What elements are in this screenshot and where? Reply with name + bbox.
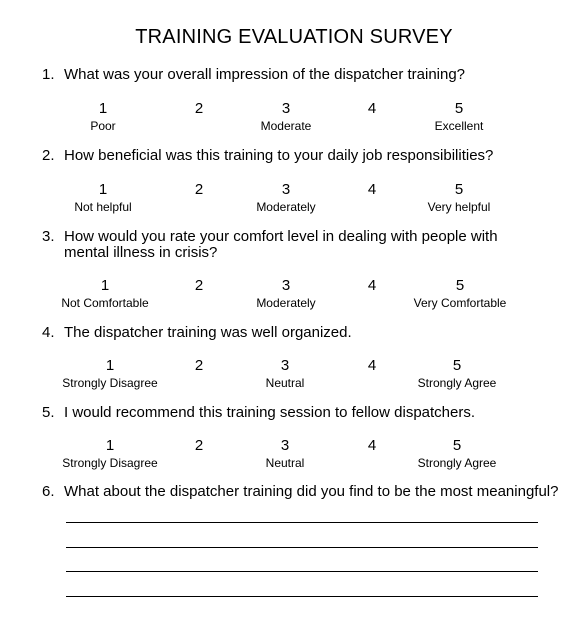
rating-number: 3 (281, 100, 291, 117)
rating-number: 1 (98, 100, 108, 117)
rating-option-5[interactable] (380, 278, 540, 310)
question-number: 2. (42, 147, 55, 164)
rating-scale-q4 (0, 358, 580, 394)
answer-line-1[interactable] (66, 522, 538, 523)
rating-number: 4 (367, 357, 377, 374)
rating-number: 1 (105, 437, 115, 454)
question-text: What about the dispatcher training did you find to be the most meaningful? (64, 483, 559, 500)
rating-number: 1 (100, 277, 110, 294)
rating-number: 2 (194, 100, 204, 117)
rating-label: Poor (90, 119, 116, 133)
question-5 (42, 405, 562, 421)
rating-number: 1 (98, 181, 108, 198)
question-text: How would you rate your comfort level in dealing with people with mental illness in crisis? (64, 228, 498, 261)
rating-number: 2 (194, 357, 204, 374)
rating-number: 4 (367, 437, 377, 454)
rating-number: 3 (280, 437, 290, 454)
question-2 (42, 148, 562, 164)
rating-option-5[interactable] (377, 438, 537, 470)
rating-number: 5 (452, 437, 462, 454)
question-3 (42, 229, 542, 261)
rating-number: 5 (454, 100, 464, 117)
rating-label: Moderately (256, 296, 316, 310)
rating-label: Strongly Disagree (62, 456, 158, 470)
rating-number: 3 (281, 277, 291, 294)
rating-label: Not helpful (74, 200, 132, 214)
rating-number: 4 (367, 277, 377, 294)
rating-number: 2 (194, 181, 204, 198)
rating-number: 1 (105, 357, 115, 374)
rating-scale-q1 (0, 101, 580, 137)
question-number: 4. (42, 324, 55, 341)
question-text: How beneficial was this training to your daily job responsibilities? (64, 147, 494, 164)
rating-number: 5 (455, 277, 465, 294)
rating-option-5[interactable] (379, 182, 539, 214)
rating-label: Neutral (265, 376, 305, 390)
rating-label: Strongly Disagree (62, 376, 158, 390)
rating-label: Excellent (434, 119, 484, 133)
rating-number: 3 (281, 181, 291, 198)
rating-label: Strongly Agree (417, 376, 497, 390)
rating-number: 4 (367, 181, 377, 198)
rating-label: Moderate (260, 119, 312, 133)
question-4 (42, 325, 562, 341)
question-6 (42, 484, 562, 500)
answer-line-4[interactable] (66, 596, 538, 597)
rating-option-5[interactable] (377, 358, 537, 390)
question-number: 5. (42, 404, 55, 421)
rating-number: 2 (194, 437, 204, 454)
rating-number: 5 (452, 357, 462, 374)
question-number: 6. (42, 483, 55, 500)
rating-label: Not Comfortable (61, 296, 149, 310)
rating-scale-q3 (0, 278, 580, 314)
rating-number: 2 (194, 277, 204, 294)
question-text: I would recommend this training session to fellow dispatchers. (64, 404, 476, 421)
rating-label: Moderately (256, 200, 316, 214)
question-1 (42, 67, 562, 83)
rating-label: Neutral (265, 456, 305, 470)
survey-title: TRAINING EVALUATION SURVEY (135, 26, 453, 48)
rating-scale-q2 (0, 182, 580, 218)
question-text: The dispatcher training was well organized. (64, 324, 352, 341)
rating-number: 4 (367, 100, 377, 117)
rating-label: Very Comfortable (413, 296, 507, 310)
rating-number: 5 (454, 181, 464, 198)
answer-line-3[interactable] (66, 571, 538, 572)
question-number: 3. (42, 228, 55, 245)
question-number: 1. (42, 66, 55, 83)
rating-label: Very helpful (427, 200, 491, 214)
rating-option-5[interactable] (379, 101, 539, 133)
answer-line-2[interactable] (66, 547, 538, 548)
rating-label: Strongly Agree (417, 456, 497, 470)
rating-scale-q5 (0, 438, 580, 474)
question-text: What was your overall impression of the dispatcher training? (64, 66, 466, 83)
rating-number: 3 (280, 357, 290, 374)
